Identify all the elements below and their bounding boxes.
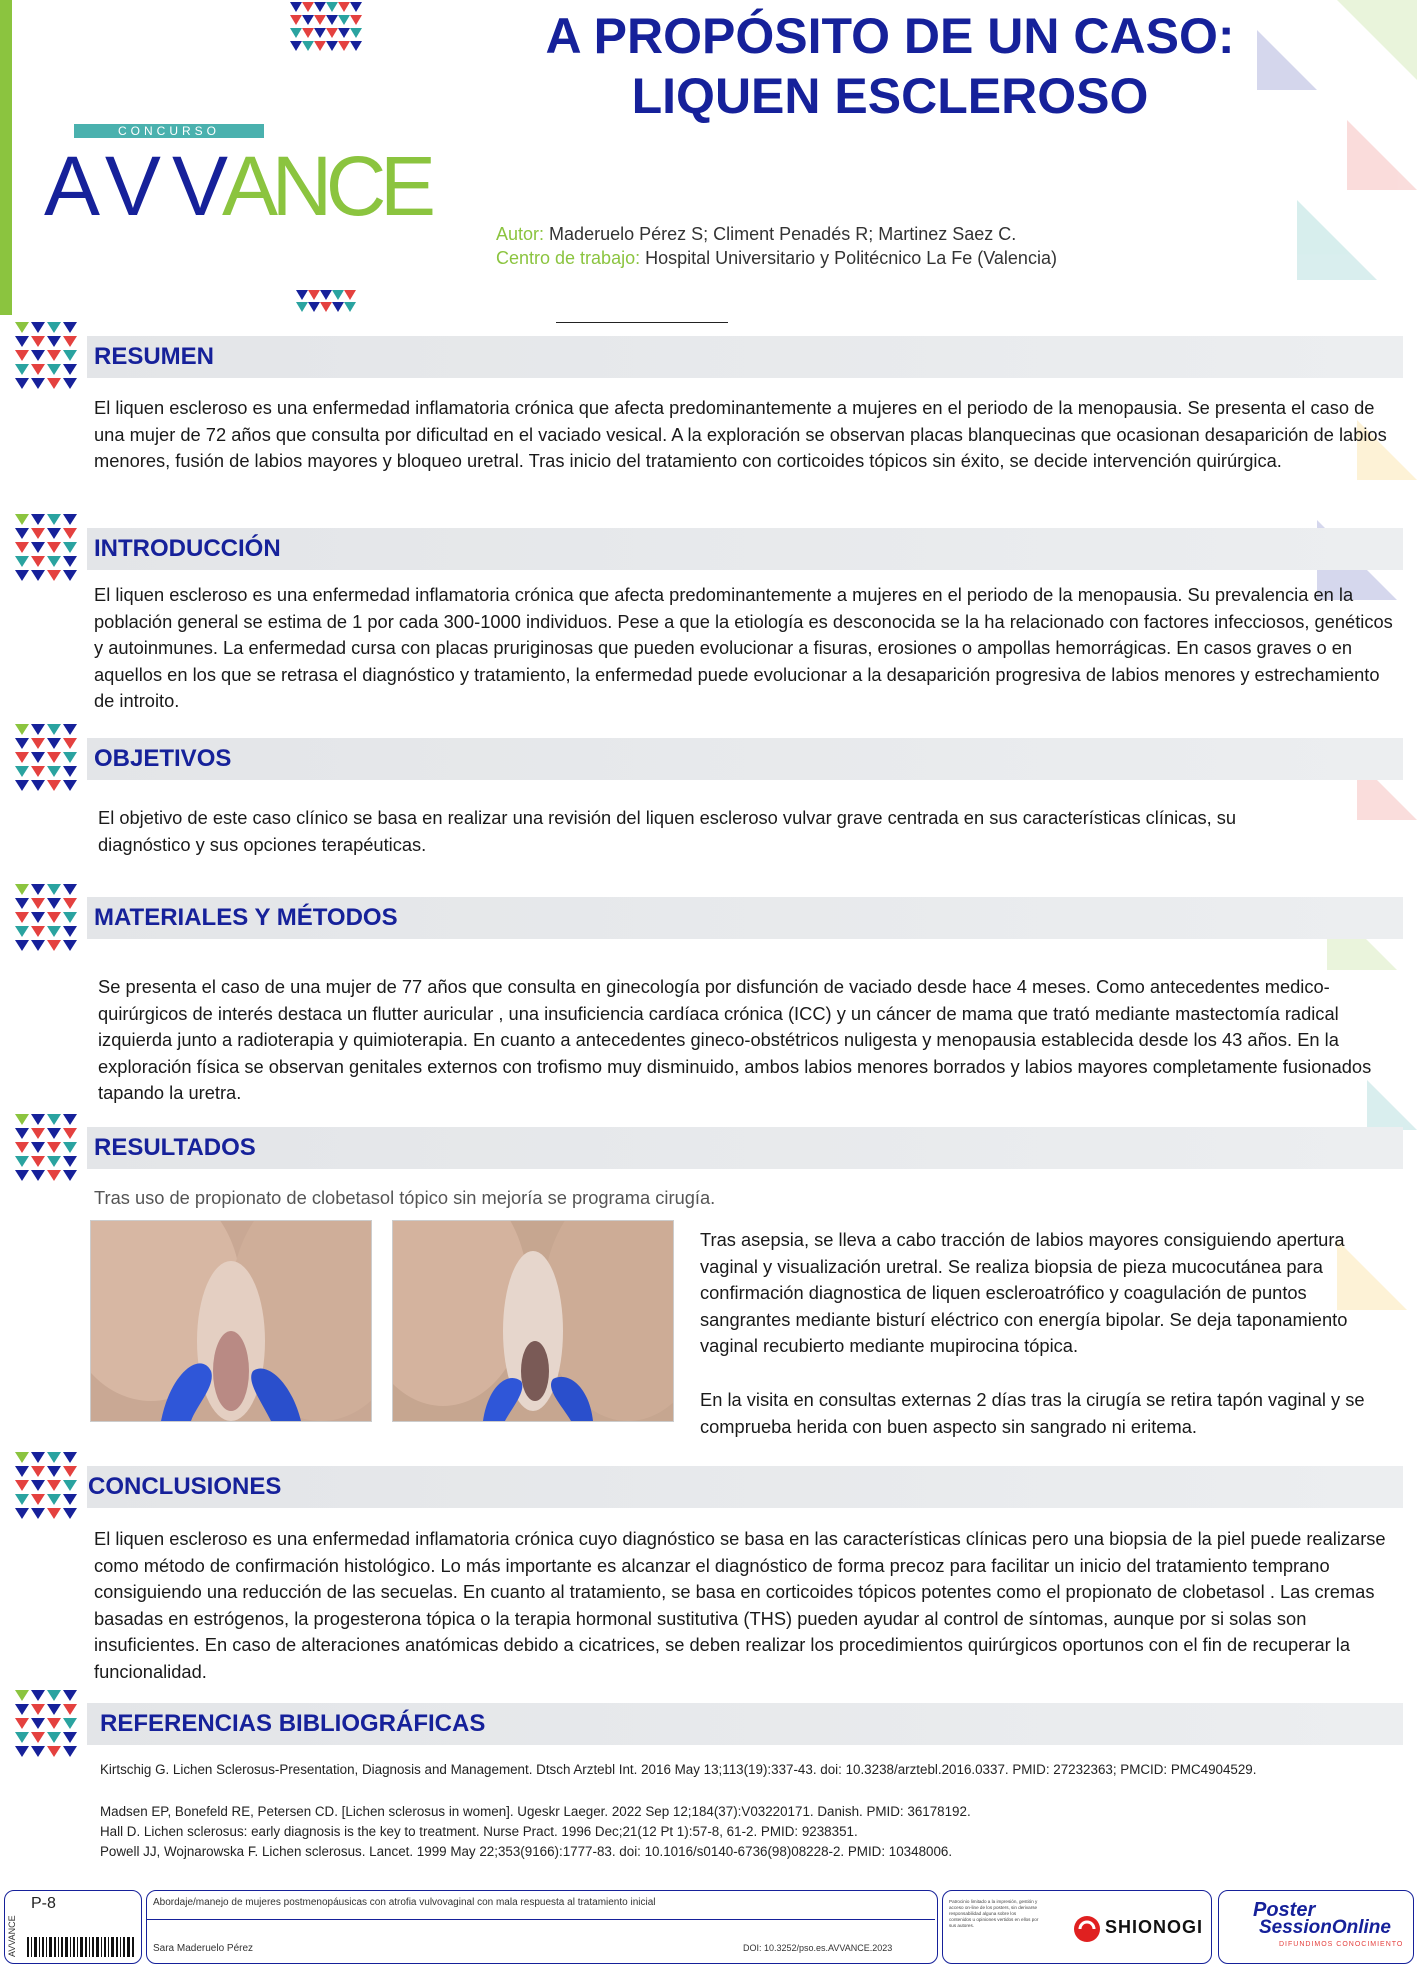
left-accent-stripe — [0, 0, 12, 315]
introduccion-section-icon — [12, 514, 82, 584]
objetivos-header-bar — [87, 738, 1403, 780]
resumen-header-bar — [87, 336, 1403, 378]
clinical-photo-2 — [392, 1220, 674, 1422]
footer-presenter: Sara Maderuelo Pérez — [153, 1943, 254, 1954]
conclusiones-title: CONCLUSIONES — [88, 1473, 282, 1500]
svg-text:AVV: AVV — [44, 139, 224, 228]
footer-brand-line1: Poster — [1253, 1899, 1316, 1921]
footer-divider — [147, 1919, 935, 1920]
objetivos-title: OBJETIVOS — [94, 745, 232, 772]
footer-sponsor-box — [942, 1890, 1212, 1964]
avvance-logo — [44, 118, 444, 228]
footer-info-box — [146, 1890, 938, 1964]
shionogi-logo-icon — [1073, 1915, 1101, 1943]
footer-id-box — [4, 1890, 142, 1964]
footer-sponsor-name: SHIONOGI — [1105, 1917, 1204, 1937]
center-value: Hospital Universitario y Politécnico La Fe (Valencia) — [645, 248, 1057, 268]
resultados-title: RESULTADOS — [94, 1134, 256, 1161]
footer-topic: Abordaje/manejo de mujeres postmenopáusicas con atrofia vulvovaginal con mala respuesta al tratamiento inicial — [153, 1897, 656, 1908]
footer-brand-tag: DIFUNDIMOS CONOCIMIENTO — [1279, 1941, 1404, 1948]
conclusiones-section-icon — [12, 1452, 82, 1522]
reference-item: Hall D. Lichen sclerosus: early diagnosis is the key to treatment. Nurse Pract. 1996 Dec;21(12 Pt 1):57-8, 61-2. PMID: 9238351. — [100, 1824, 858, 1839]
header-divider — [556, 322, 728, 323]
author-block — [496, 222, 1057, 270]
poster-footer — [0, 1888, 1417, 1968]
materiales-title: MATERIALES Y MÉTODOS — [94, 904, 398, 931]
logo-top-text: CONCURSO — [117, 124, 221, 138]
resultados-header-bar — [87, 1127, 1403, 1169]
clinical-photo-2-image — [393, 1221, 673, 1421]
resultados-section-icon — [12, 1114, 82, 1184]
author-label: Autor: — [496, 224, 545, 244]
materiales-section-icon — [12, 884, 82, 954]
objetivos-section-icon — [12, 724, 82, 794]
resumen-text: El liquen escleroso es una enfermedad inflamatoria crónica que afecta predominantemente a mujeres en el periodo de la menopausia. Se presenta el caso de una mujer de 72 años que consulta por dificultad en el vaciado vesical. A la exploración se observan placas blanquecinas que ocasionan desaparición de labios menores, fusión de labios mayores y bloqueo uretral. Tras inicio del tratamiento con corticoides tópicos sin éxito, se decide intervención quirúrgica. — [94, 397, 1387, 471]
poster-title-line2: LIQUEN ESCLEROSO — [631, 68, 1149, 124]
resultados-text-2: En la visita en consultas externas 2 días tras la cirugía se retira tapón vaginal y se comprueba herida con buen aspecto sin sangrado ni eritema. — [700, 1389, 1365, 1437]
resumen-section-icon — [12, 322, 82, 392]
footer-poster-code: P-8 — [31, 1895, 56, 1912]
referencias-section-icon — [12, 1690, 82, 1760]
poster-title — [520, 6, 1260, 126]
poster-title-line1: A PROPÓSITO DE UN CASO: — [545, 8, 1235, 64]
footer-brand-box — [1218, 1890, 1414, 1964]
author-value: Maderuelo Pérez S; Climent Penadés R; Martinez Saez C. — [549, 224, 1017, 244]
footer-brand-line2: SessionOnline — [1259, 1917, 1391, 1938]
referencias-title: REFERENCIAS BIBLIOGRÁFICAS — [100, 1710, 486, 1737]
resumen-title: RESUMEN — [94, 343, 215, 370]
resultados-intro: Tras uso de propionato de clobetasol tópico sin mejoría se programa cirugía. — [94, 1187, 716, 1208]
resultados-text-1: Tras asepsia, se lleva a cabo tracción de labios mayores consiguiendo apertura vaginal y visualización uretral. Se realiza biopsia de pieza mucocutánea para confirmación diagnostica de liquen escleroatrófico y coagulación de puntos sangrantes mediante bisturí eléctrico con energía bipolar. Se deja taponamiento vaginal recubierto mediante mupirocina tópica. — [700, 1229, 1348, 1356]
footer-doi: DOI: 10.3252/pso.es.AVVANCE.2023 — [743, 1943, 893, 1953]
materiales-text: Se presenta el caso de una mujer de 77 años que consulta en ginecología por disfunción de vaciado desde hace 4 meses. Como antecedentes medico- quirúrgicos de interés destaca un flutter auricular , una insuficiencia cardíaca crónica (ICC) y un cáncer de mama que trató mediante mastectomía radical izquierda junto a radioterapia y quimioterapia. En cuanto a antecedentes gineco-obstétricos nuligesta y menopausia establecida desde los 43 años. En la exploración física se observan genitales externos con trofismo muy disminuido, ambos labios menores borrados y labios mayores completamente fusionados tapando la uretra. — [98, 976, 1372, 1103]
svg-text:ANCE: ANCE — [222, 139, 432, 228]
header-triangle-pattern-bottom-icon — [296, 290, 366, 312]
conclusiones-text: El liquen escleroso es una enfermedad inflamatoria crónica cuyo diagnóstico se basa en las características clínicas pero una biopsia de la piel puede realizarse como método de confirmación histológico. Lo más importante es alcanzar el diagnóstico de forma precoz para facilitar un inicio del tratamiento temprano consiguiendo una reducción de las secuelas. En cuanto al tratamiento, se basa en corticoides tópicos potentes como el propionato de clobetasol . Las cremas basadas en estrógenos, la progesterona tópica o la terapia hormonal sustitutiva (THS) pueden ayudar al control de síntomas, aunque por si solas son insuficientes. En caso de alteraciones anatómicas debido a cicatrices, se deben realizar los procedimientos quirúrgicos oportunos con el fin de recuperar la funcionalidad. — [94, 1528, 1386, 1682]
barcode-icon — [27, 1937, 135, 1957]
reference-item: Kirtschig G. Lichen Sclerosus-Presentation, Diagnosis and Management. Dtsch Arztebl Int. 2016 May 13;113(19):337-43. doi: 10.3238/arztebl.2016.0337. PMID: 27232363; PMCID: PMC4904529. — [100, 1762, 1257, 1777]
introduccion-title: INTRODUCCIÓN — [94, 535, 281, 562]
conclusiones-header-bar — [87, 1466, 1403, 1508]
introduccion-text: El liquen escleroso es una enfermedad inflamatoria crónica que afecta predominantemente a mujeres en el periodo de la menopausia. Su prevalencia en la población general se estima de 1 por cada 300-1000 individuos. Pese a que la etiología es desconocida se la ha relacionado con factores infecciosos, genéticos y autoinmunes. La enfermedad cursa con placas pruriginosas que pueden evolucionar a fisuras, erosiones o ampollas hemorrágicas. En casos graves o en aquellos en los que se retrasa el diagnóstico y tratamiento, la enfermedad puede evolucionar a la desaparición progresiva de labios menores y estrechamiento de introito. — [94, 584, 1393, 711]
background-triangles-decoration — [997, 0, 1417, 1600]
reference-item: Powell JJ, Wojnarowska F. Lichen sclerosus. Lancet. 1999 May 22;353(9166):1777-83. doi: 10.1016/s0140-6736(98)08228-2. PMID: 10348006. — [100, 1844, 953, 1859]
introduccion-header-bar — [87, 528, 1403, 570]
footer-side-label: AVVANCE — [7, 1915, 17, 1957]
clinical-photo-1 — [90, 1220, 372, 1422]
reference-item: Madsen EP, Bonefeld RE, Petersen CD. [Lichen sclerosus in women]. Ugeskr Laeger. 2022 Sep 12;184(37):V03220171. Danish. PMID: 36178192. — [100, 1804, 971, 1819]
center-label: Centro de trabajo: — [496, 248, 641, 268]
avvance-logo-graphic — [44, 118, 444, 228]
footer-sponsor-note: Patrocinio limitado a la impresión, gestión y acceso on-line de los posters, sin derivarse responsabilidad alguna sobre los contenidos u opiniones vertidos en ellos por sus autores. — [949, 1899, 1039, 1928]
clinical-photo-1-image — [91, 1221, 371, 1421]
objetivos-text: El objetivo de este caso clínico se basa en realizar una revisión del liquen escleroso vulvar grave centrada en sus características clínicas, su diagnóstico y sus opciones terapéuticas. — [98, 807, 1237, 855]
header-triangle-pattern-top-icon — [290, 2, 362, 54]
